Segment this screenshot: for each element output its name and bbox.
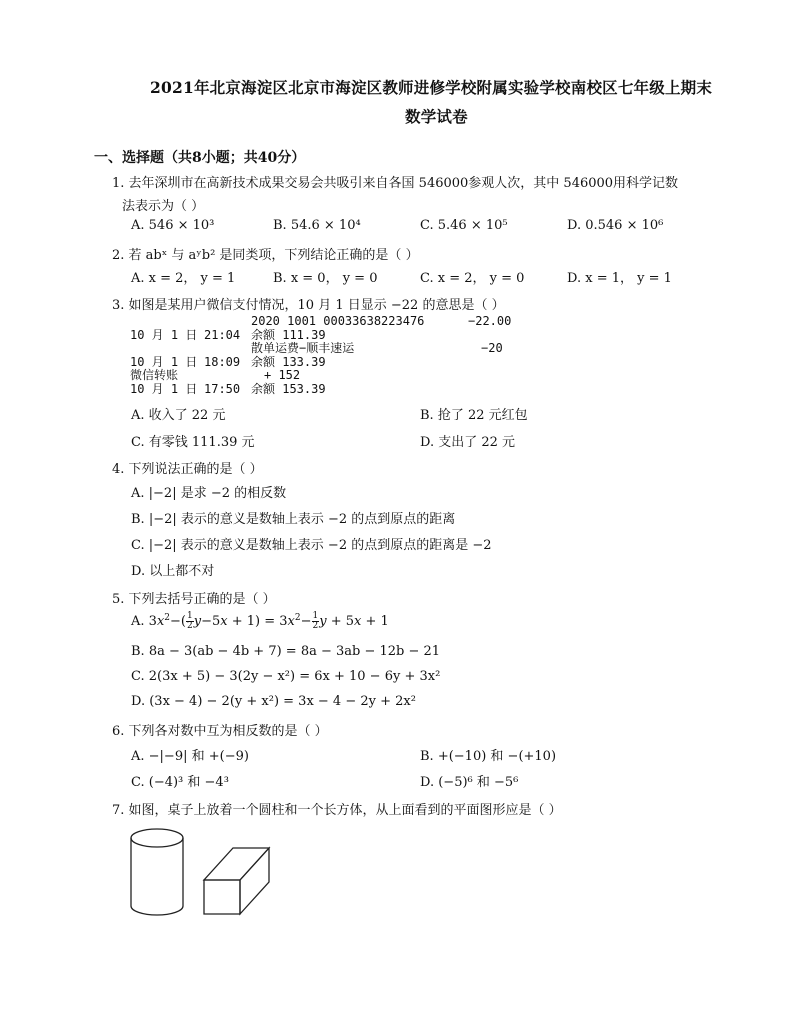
q6-option-c: C. (−4)³ 和 −4³ bbox=[131, 775, 229, 790]
q1-option-d: D. 0.546 × 10⁶ bbox=[567, 218, 664, 233]
box-side-face bbox=[240, 848, 269, 914]
q5-option-b: B. 8a − 3(ab − 4b + 7) = 8a − 3ab − 12b − 21 bbox=[131, 644, 441, 659]
record-balance-1: 余额 111.39 bbox=[251, 328, 326, 342]
q1-option-c: C. 5.46 × 10⁵ bbox=[420, 218, 508, 233]
record-desc-2: 散单运费−顺丰速运 bbox=[251, 341, 355, 355]
record-desc-3: 微信转账 bbox=[130, 368, 179, 382]
q2-stem: 2. 若 abˣ 与 aʸb² 是同类项，下列结论正确的是（ ） bbox=[112, 248, 419, 263]
q3-stem: 3. 如图是某用户微信支付情况，10 月 1 日显示 −22 的意思是（ ） bbox=[112, 298, 505, 313]
record-time-1: 21:04 bbox=[204, 328, 241, 342]
q1-stem-line2: 法表示为（ ） bbox=[122, 199, 205, 214]
exam-title-line2: 数学试卷 bbox=[405, 107, 468, 126]
q2-option-b: B. x = 0， y = 0 bbox=[273, 271, 378, 286]
q7-stem: 7. 如图，桌子上放着一个圆柱和一个长方体，从上面看到的平面图形应是（ ） bbox=[112, 803, 562, 818]
q5-option-a: A. $3x^2-$( $\frac{1}{2}$ $y-5x + 1) = 3x^2-$ $\frac{1}{2}$ y + 5x + 1 bbox=[131, 611, 389, 631]
q4-option-d: D. 以上都不对 bbox=[131, 564, 215, 579]
q1-option-a: A. 546 × 10³ bbox=[131, 218, 215, 233]
q6-option-d: D. (−5)⁶ 和 −5⁶ bbox=[420, 775, 519, 790]
record-date-3: 10 月 1 日 bbox=[130, 382, 198, 396]
record-balance-3: 余额 153.39 bbox=[251, 382, 326, 396]
box-front-face bbox=[204, 880, 240, 914]
q3-option-b: B. 抢了 22 元红包 bbox=[420, 408, 528, 423]
box-top-face bbox=[204, 848, 269, 880]
cylinder-bottom bbox=[131, 906, 183, 915]
q3-option-a: A. 收入了 22 元 bbox=[131, 408, 226, 423]
q4-option-c: C. |−2| 表示的意义是数轴上表示 −2 的点到原点的距离是 −2 bbox=[131, 538, 492, 553]
record-time-3: 17:50 bbox=[204, 382, 241, 396]
q4-option-a: A. |−2| 是求 −2 的相反数 bbox=[131, 486, 287, 501]
q6-stem: 6. 下列各对数中互为相反数的是（ ） bbox=[112, 724, 328, 739]
exam-title-line1: 2021年北京海淀区北京市海淀区教师进修学校附属实验学校南校区七年级上期末 bbox=[150, 78, 713, 97]
q6-option-b: B. +(−10) 和 −(+10) bbox=[420, 749, 557, 764]
record-date-1: 10 月 1 日 bbox=[130, 328, 198, 342]
q2-option-a: A. x = 2， y = 1 bbox=[131, 271, 236, 286]
q3-option-d: D. 支出了 22 元 bbox=[420, 435, 516, 450]
q2-option-d: D. x = 1， y = 1 bbox=[567, 271, 672, 286]
q3-option-c: C. 有零钱 111.39 元 bbox=[131, 435, 255, 450]
record-amount-2: −20 bbox=[481, 341, 503, 355]
record-date-2: 10 月 1 日 bbox=[130, 355, 198, 369]
record-amount-1: −22.00 bbox=[468, 314, 512, 328]
q2-option-c: C. x = 2， y = 0 bbox=[420, 271, 525, 286]
q1-stem-line1: 1. 去年深圳市在高新技术成果交易会共吸引来自各国 546000参观人次，其中 546000用科学记数 bbox=[112, 176, 679, 191]
q4-stem: 4. 下列说法正确的是（ ） bbox=[112, 462, 263, 477]
record-balance-2: 余额 133.39 bbox=[251, 355, 326, 369]
cylinder-top bbox=[131, 829, 183, 847]
q1-option-b: B. 54.6 × 10⁴ bbox=[273, 218, 361, 233]
q5-option-c: C. 2(3x + 5) − 3(2y − x²) = 6x + 10 − 6y + 3x² bbox=[131, 669, 441, 684]
q5-option-d: D. (3x − 4) − 2(y + x²) = 3x − 4 − 2y + 2x² bbox=[131, 694, 416, 709]
record-id-line: 2020 1001 00033638223476 bbox=[251, 314, 425, 328]
q5-stem: 5. 下列去括号正确的是（ ） bbox=[112, 592, 276, 607]
record-time-2: 18:09 bbox=[204, 355, 241, 369]
q6-option-a: A. −|−9| 和 +(−9) bbox=[131, 749, 249, 764]
q4-option-b: B. |−2| 表示的意义是数轴上表示 −2 的点到原点的距离 bbox=[131, 512, 456, 527]
cylinder-and-box-figure bbox=[124, 820, 284, 920]
record-amount-3: + 152 bbox=[264, 368, 301, 382]
section-heading: 一、选择题（共8小题；共40分） bbox=[94, 150, 306, 166]
